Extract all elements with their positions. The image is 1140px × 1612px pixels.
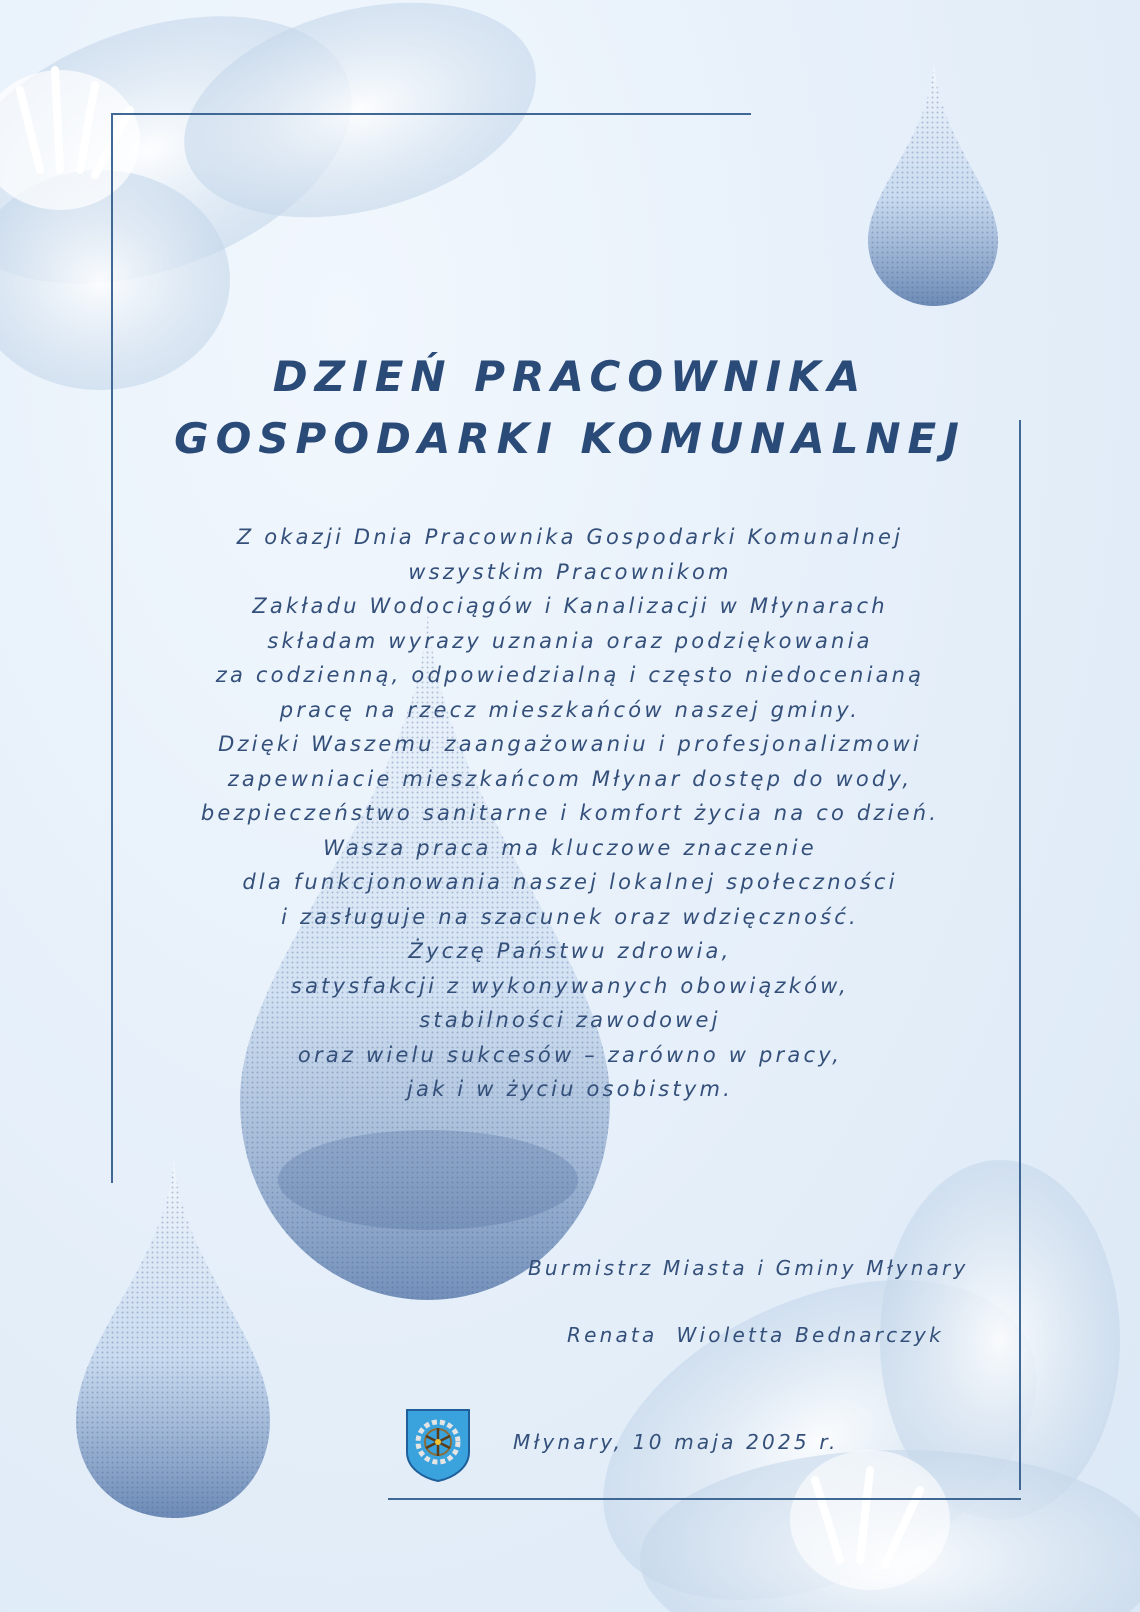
body-line: Zakładu Wodociągów i Kanalizacji w Młynarach — [252, 594, 888, 618]
body-line: satysfakcji z wykonywanych obowiązków, — [290, 973, 850, 998]
body-line: stabilności zawodowej — [419, 1008, 721, 1032]
body-line: dla funkcjonowania naszej lokalnej społeczności — [242, 870, 898, 894]
flower-bottom-right-icon — [552, 1160, 1140, 1612]
water-drop-small-bottom-icon — [76, 1158, 270, 1518]
body-line: Z okazji Dnia Pracownika Gospodarki Komunalnej — [236, 525, 904, 549]
body-line: za codzienną, odpowiedzialną i często niedocenianą — [215, 663, 925, 687]
title-line: DZIEŃ PRACOWNIKA — [272, 352, 868, 401]
flower-top-left-icon — [0, 0, 560, 390]
body-line: bezpieczeństwo sanitarne i komfort życia na co dzień. — [200, 801, 940, 825]
body-line: i zasługuje na szacunek oraz wdzięczność. — [281, 904, 859, 929]
greeting-body — [120, 520, 1020, 1107]
body-line: Wasza praca ma kluczowe znaczenie — [323, 835, 817, 860]
water-drop-small-top-icon — [868, 63, 998, 306]
frame-left-line — [111, 113, 113, 1183]
body-line: wszystkim Pracownikom — [408, 559, 732, 584]
signer-name: Renata Wioletta Bednarczyk — [567, 1323, 944, 1347]
body-line: pracę na rzecz mieszkańców naszej gminy. — [279, 697, 861, 722]
frame-bottom-line — [388, 1498, 1021, 1500]
body-line: oraz wielu sukcesów – zarówno w pracy, — [297, 1042, 843, 1067]
body-line: zapewniacie mieszkańcom Młynar dostęp do wody, — [227, 766, 913, 791]
page-title — [0, 346, 1140, 470]
body-line: Życzę Państwu zdrowia, — [408, 939, 732, 963]
body-line: jak i w życiu osobistym. — [406, 1077, 734, 1101]
place-date: Młynary, 10 maja 2025 r. — [513, 1430, 839, 1454]
coat-of-arms-icon — [405, 1408, 471, 1482]
signer-role: Burmistrz Miasta i Gminy Młynary — [528, 1256, 969, 1280]
body-line: składam wyrazy uznania oraz podziękowania — [267, 628, 873, 653]
title-line: GOSPODARKI KOMUNALNEJ — [174, 414, 966, 463]
body-line: Dzięki Waszemu zaangażowaniu i profesjonalizmowi — [218, 732, 922, 756]
frame-top-line — [111, 113, 751, 115]
